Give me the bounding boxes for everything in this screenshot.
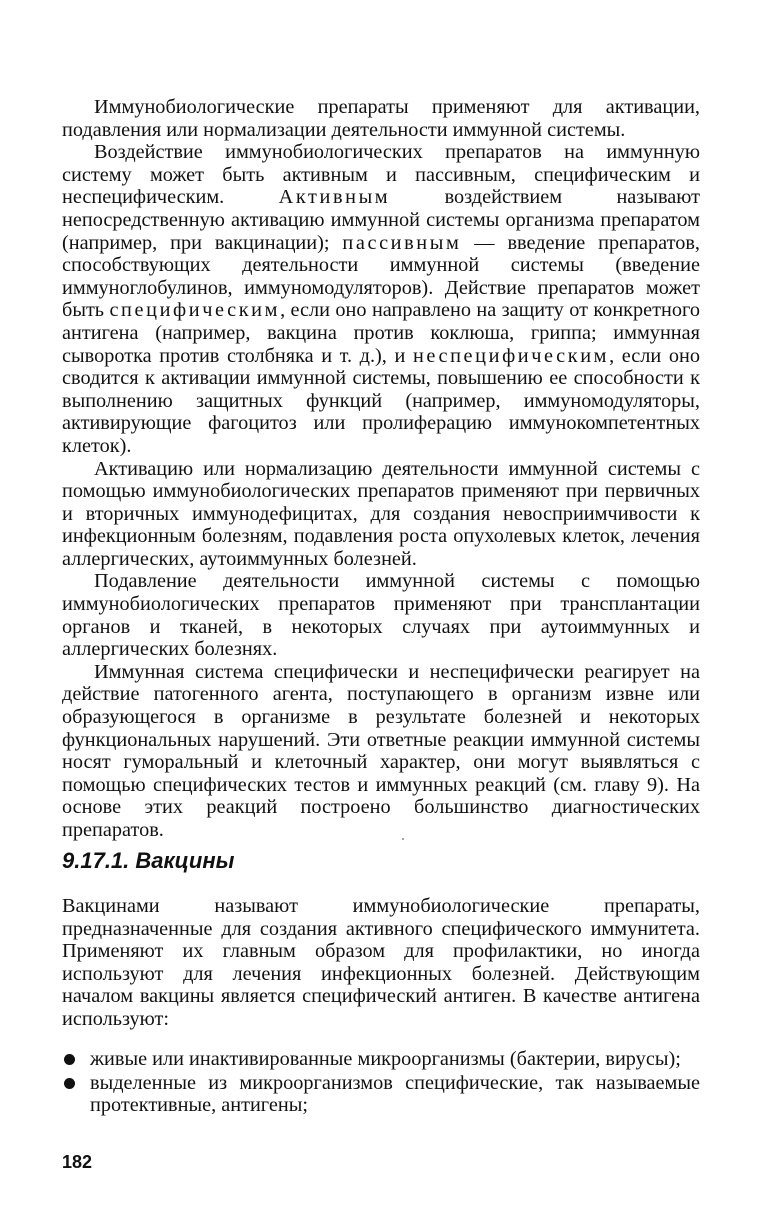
section-heading: 9.17.1. Вакцины bbox=[62, 848, 235, 873]
page-number: 182 bbox=[62, 1152, 93, 1172]
bullet-icon bbox=[64, 1078, 75, 1089]
body-text bbox=[62, 96, 700, 842]
term-nonspecific: неспецифическим bbox=[412, 344, 610, 367]
print-speck bbox=[402, 838, 404, 840]
list-item: живые или инактивированные микроорганизмы (бактерии, вирусы); bbox=[62, 1048, 700, 1071]
list-item: выделенные из микроорганизмов специфические, так называемые протективные, антигены; bbox=[62, 1072, 700, 1117]
paragraph: Активацию или нормализацию деятельности иммунной системы с помощью иммунобиологических препаратов применяют при первичных и вторичных иммунодефицитах, для создания невосприимчивости к инфекционным болезням, подавления роста опухолевых клеток, лечения аллергических, аутоиммунных болезней. bbox=[62, 457, 700, 570]
paragraph: Иммунная система специфически и неспецифически реагирует на действие патогенного агента, поступающего в организм извне или образующегося в организме в результате болезней и некоторых функциональных нарушений. Эти ответные реакции иммунной системы носят гуморальный и клеточный характер, они могут выявляться с помощью специфических тестов и иммунных реакций (см. главу 9). На основе этих реакций построено большинство диагностических препаратов. bbox=[62, 660, 700, 841]
bullet-icon bbox=[64, 1054, 75, 1065]
paragraph: Воздействие иммунобиологических препаратов на иммунную систему может быть активным и пассивным, специфическим и неспецифическим. Активным воздействием называют непосредственную активацию иммунной системы организма препаратом (например, при вакцинации); пассивным — введение препаратов, способствующих деятельности иммунной системы (введение иммуноглобулинов, иммуномодуляторов). Действие препаратов может быть специфическим, если оно направлено на защиту от конкретного антигена (например, вакцина против коклюша, гриппа; иммунная сыворотка против столбняка и т. д.), и неспецифическим, если оно сводится к активации иммунной системы, повышению ее способности к выполнению защитных функций (например, иммуномодуляторы, активирующие фагоцитоз или пролиферацию иммунокомпетентных клеток). bbox=[62, 141, 700, 457]
term-specific: специфическим bbox=[109, 299, 281, 322]
term-active: Активным bbox=[278, 186, 391, 209]
bullet-list bbox=[62, 1048, 700, 1118]
section-paragraph: Вакцинами называют иммунобиологические препараты, предназначенные для создания активного специфического иммунитета. Применяют их главным образом для профилактики, но иногда используют для лечения инфекционных болезней. Действующим началом вакцины является специфический антиген. В качестве антигена используют: bbox=[62, 895, 700, 1030]
paragraph: Иммунобиологические препараты применяют для активации, подавления или нормализации деятельности иммунной системы. bbox=[62, 96, 700, 141]
section-body bbox=[62, 895, 700, 1031]
paragraph: Подавление деятельности иммунной системы с помощью иммунобиологических препаратов применяют при трансплантации органов и тканей, в некоторых случаях при аутоиммунных и аллергических болезнях. bbox=[62, 570, 700, 661]
term-passive: пассивным bbox=[342, 231, 462, 254]
